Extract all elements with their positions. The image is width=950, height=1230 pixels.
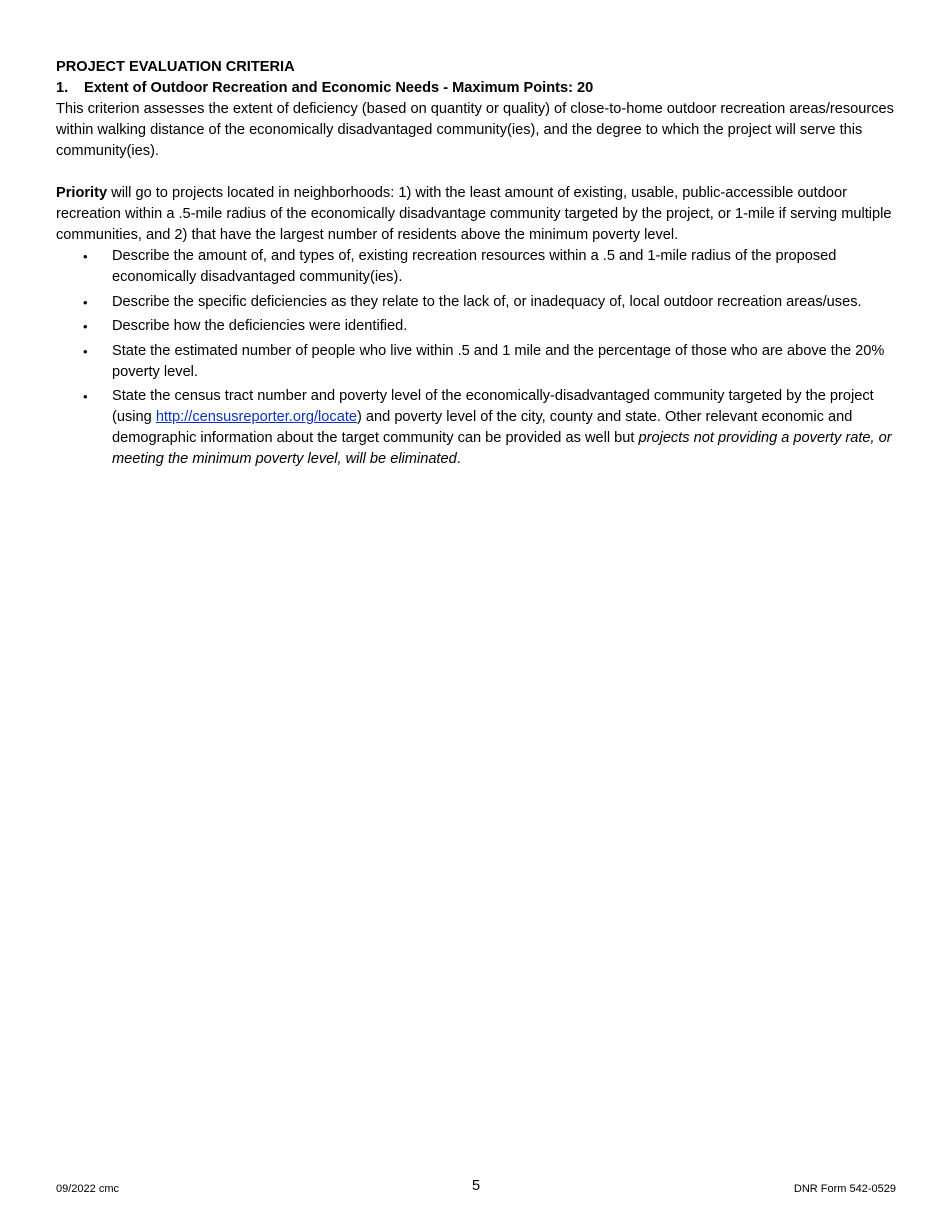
- sentence-end: .: [456, 451, 461, 467]
- list-item-text: State the census tract number and poverty level of the economically-disadvantaged community targeted by the project (using: [112, 388, 874, 425]
- document-body: [56, 57, 898, 474]
- list-item: [56, 386, 898, 470]
- list-item-text: Describe the specific deficiencies as they relate to the lack of, or inadequacy of, local outdoor recreation areas/uses.: [112, 293, 862, 310]
- priority-label: Priority: [56, 185, 108, 201]
- bullet-icon: •: [83, 249, 88, 264]
- list-item: [56, 246, 898, 288]
- list-item-text: State the estimated number of people who live within .5 and 1 mile and the percentage of those who are above the 20% poverty level.: [112, 342, 885, 380]
- elimination-warning: projects not providing a poverty rate, or meeting the minimum poverty level, will be eliminated: [112, 430, 892, 467]
- requirements-list: [56, 246, 898, 470]
- bullet-icon: •: [83, 319, 88, 334]
- bullet-icon: •: [83, 343, 88, 359]
- criterion-intro: This criterion assesses the extent of deficiency (based on quantity or quality) of close-to-home outdoor recreation areas/resources within walking distance of the economically disadvantaged community(ies), and the degree to which the project will serve this community(ies).: [56, 101, 894, 159]
- list-item-text-continued: ) and poverty level of the city, county and state. Other relevant economic and demographic information about the target community can be provided as well but: [112, 409, 853, 446]
- criterion-heading: [56, 78, 898, 99]
- criterion-number: 1.: [56, 80, 69, 96]
- priority-paragraph: [56, 183, 898, 246]
- form-number: DNR Form 542-0529: [793, 1183, 896, 1195]
- list-item-text: Describe the amount of, and types of, existing recreation resources within a .5 and 1-mile radius of the proposed economically disadvantaged community(ies).: [112, 248, 837, 285]
- paragraph-spacer: [56, 162, 898, 183]
- page-number: 5: [471, 1178, 481, 1194]
- section-title: PROJECT EVALUATION CRITERIA: [56, 59, 295, 75]
- footer-date: 09/2022 cmc: [56, 1183, 119, 1195]
- list-item: [56, 316, 898, 337]
- priority-text: will go to projects located in neighborhoods: 1) with the least amount of existing, usable, public-accessible outdoor recreation within a .5-mile radius of the economically disadvantage community targeted by the project, or 1-mile if serving multiple communities, and 2) that have the largest number of residents above the minimum poverty level.: [56, 185, 892, 243]
- bullet-icon: •: [83, 389, 88, 404]
- list-item-text: Describe how the deficiencies were identified.: [112, 318, 408, 334]
- bullet-icon: •: [83, 294, 88, 310]
- list-item: [56, 341, 898, 383]
- census-reporter-link[interactable]: http://censusreporter.org/locate: [155, 409, 357, 425]
- criterion-title: Extent of Outdoor Recreation and Economic Needs - Maximum Points: 20: [84, 80, 594, 96]
- list-item: [56, 292, 898, 313]
